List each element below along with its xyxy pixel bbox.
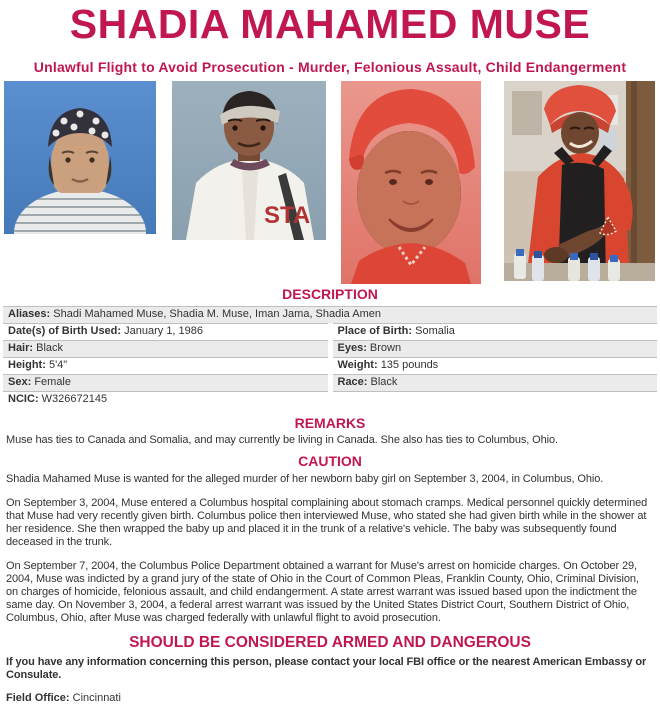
aliases-cell <box>3 306 657 323</box>
ncic-cell <box>3 391 328 408</box>
pob-cell <box>333 323 658 340</box>
wanted-photo-4 <box>504 81 655 281</box>
table-row-hair-eyes <box>3 340 657 357</box>
wanted-photo-1-image <box>4 81 156 234</box>
caution-heading: CAUTION <box>298 453 362 469</box>
ncic-label: NCIC: <box>8 393 39 405</box>
pob-label: Place of Birth: <box>337 325 413 337</box>
wanted-photo-2-image <box>172 81 326 240</box>
aliases-value: Shadi Mahamed Muse, Shadia M. Muse, Iman Jama, Shadia Amen <box>53 308 381 320</box>
height-cell <box>3 357 328 374</box>
sex-cell <box>3 374 328 391</box>
race-cell <box>333 374 658 391</box>
dob-cell <box>3 323 328 340</box>
dob-value: January 1, 1986 <box>124 325 204 337</box>
empty-cell <box>333 391 658 408</box>
wanted-photo-3 <box>341 81 481 284</box>
race-value: Black <box>370 376 398 388</box>
caution-paragraph-1: Shadia Mahamed Muse is wanted for the alleged murder of her newborn baby girl on September 3, 2004, in Columbus, Ohio. <box>6 473 604 485</box>
ncic-value: W326672145 <box>41 393 108 405</box>
photo-strip <box>4 81 657 284</box>
table-row-height-weight <box>3 357 657 374</box>
description-heading: DESCRIPTION <box>282 286 378 302</box>
field-office-label: Field Office: <box>6 692 70 704</box>
race-label: Race: <box>337 376 368 388</box>
page-title: SHADIA MAHAMED MUSE <box>69 1 591 47</box>
sex-value: Female <box>34 376 71 388</box>
hair-cell <box>3 340 328 357</box>
dob-label: Date(s) of Birth Used: <box>8 325 122 337</box>
contact-instructions: If you have any information concerning this person, please contact your local FBI office or the nearest American Embassy or Consulate. <box>6 656 647 681</box>
table-row-aliases <box>3 306 657 323</box>
jacket-letters: STA <box>264 202 311 229</box>
pob-value: Somalia <box>415 325 455 337</box>
aliases-label: Aliases: <box>8 308 51 320</box>
table-row-dob-pob <box>3 323 657 340</box>
sex-label: Sex: <box>8 376 32 388</box>
table-row-sex-race <box>3 374 657 391</box>
wanted-photo-1 <box>4 81 156 234</box>
remarks-heading: REMARKS <box>294 415 366 431</box>
weight-cell <box>333 357 658 374</box>
field-office-value: Cincinnati <box>72 692 121 704</box>
armed-dangerous-warning: SHOULD BE CONSIDERED ARMED AND DANGEROUS <box>129 634 531 651</box>
hair-value: Black <box>36 342 64 354</box>
eyes-value: Brown <box>369 342 402 354</box>
eyes-label: Eyes: <box>337 342 367 354</box>
weight-label: Weight: <box>337 359 378 371</box>
field-office <box>0 692 660 704</box>
wanted-photo-2 <box>172 81 326 240</box>
remarks-text: Muse has ties to Canada and Somalia, and may currently be living in Canada. She also has ties to Columbus, Ohio. <box>6 434 558 446</box>
description-table <box>3 306 657 408</box>
caution-paragraph-3: On September 7, 2004, the Columbus Police Department obtained a warrant for Muse's arrest on homicide charges. On October 29, 2004, Muse was indicted by a grand jury of the state of Ohio in the Court of Common Pleas, Franklin County, Ohio, Criminal Division, on charges of homicide, felonious assault, and child endangerment. A state arrest warrant was issued based upon the indictment the same day. On November 3, 2004, a federal arrest warrant was issued by the United States District Court, Southern District of Ohio, Columbus, Ohio, after Muse was charged federally with unlawful flight to avoid prosecution. <box>6 560 639 624</box>
weight-value: 135 pounds <box>380 359 439 371</box>
height-label: Height: <box>8 359 46 371</box>
wanted-photo-3-image <box>341 81 481 284</box>
height-value: 5'4" <box>48 359 68 371</box>
eyes-cell <box>333 340 658 357</box>
wanted-photo-4-image <box>504 81 655 281</box>
caution-paragraph-2: On September 3, 2004, Muse entered a Columbus hospital complaining about stomach cramps. Medical personnel quickly determined that Muse had very recently given birth. Columbus police then interviewed Muse, who stated she had given birth while in the shower at her residence. She then wrapped the baby up and placed it in the trunk of a relative's vehicle. The baby was subsequently found deceased in the trunk. <box>6 497 648 548</box>
charges-subtitle: Unlawful Flight to Avoid Prosecution - Murder, Felonious Assault, Child Endangerment <box>33 59 627 75</box>
table-row-ncic <box>3 391 657 408</box>
hair-label: Hair: <box>8 342 34 354</box>
